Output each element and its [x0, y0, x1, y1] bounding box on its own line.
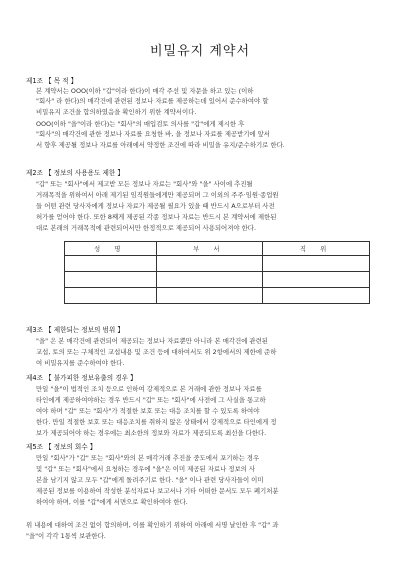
- table-header-position: 직 위: [263, 242, 370, 256]
- table-header-department: 부 서: [156, 242, 263, 256]
- closing-line: 위 내용에 대하여 조건 없이 합의하며, 이를 확인하기 위하여 아래에 서명 날인한 후 "갑" 과: [26, 521, 279, 529]
- closing-line: "을"이 각각 1통씩 보관한다.: [26, 532, 106, 540]
- section-2-line: 들 어떤 관련 당사자에게 정보나 자료가 제공될 필요가 있을 때 반드시 A으로부터 사전: [36, 202, 275, 210]
- table-cell: [65, 288, 157, 304]
- section-1-line: 본 계약서는 OOO(이하 "갑"이라 한다)이 매각 주선 및 자문을 하고 있는 (이하: [36, 87, 254, 95]
- section-5-line: 만일 "회사"가 "갑" 또는 "회사"와의 본 매각거래 추진을 중도에서 포기하는 경우: [36, 454, 260, 462]
- section-2-line: 허가를 얻어야 한다. 또한 8째게 제공된 각종 정보나 자료는 반드시 본 계약서에 제한된: [36, 213, 277, 221]
- section-1-line: "회사"의 매각건에 관한 정보나 자료를 요청한 바, 을 정보나 자료를 제공받기에 앞서: [36, 130, 270, 138]
- section-5-line: 하여야 하며, 이를 "갑"에게 서면으로 확인하여야 한다.: [36, 498, 188, 506]
- table-cell: [263, 272, 370, 288]
- section-4-heading: 제4조 【 불가피한 정보유출의 경우 】: [26, 374, 137, 382]
- section-2-heading: 제2조 【 정보의 사용용도 제한 】: [26, 169, 124, 177]
- section-5-line: 및 "갑" 또는 "회사"에서 요청하는 경우에 "을"은 이미 제공된 자료나 정보의 사: [36, 465, 256, 473]
- table-row: [65, 256, 370, 272]
- section-2-line: 거래목적을 위하여서 아래 제기된 임직원들에게만 제공되며 그 이외의 주주·임원·종업원: [36, 191, 279, 199]
- section-3-line: "을" 은 본 매각건에 관련되어 제공되는 정보나 자료뿐만 아니라 본 매각건에 관련된: [36, 337, 268, 345]
- section-2-line: "갑" 또는 "회사"에서 제고받 모든 정보나 자료는 "회사"와 "을" 사이에 추진될: [36, 180, 253, 188]
- section-4-line: 타인에게 제공하여야하는 경우 반드시 "갑" 또는 "회사"에 사전에 그 사실을 통고하: [36, 396, 266, 404]
- authorized-personnel-table: [64, 241, 370, 304]
- table-cell: [156, 256, 263, 272]
- section-5-heading: 제5조 【 정보의 회수 】: [26, 443, 97, 451]
- section-4-line: 여야 하며 "갑" 또는 "회사"가 적절한 보호 또는 대응 조치를 할 수 있도록 하여야: [36, 407, 260, 415]
- table-cell: [263, 288, 370, 304]
- table-row: [65, 288, 370, 304]
- table-cell: [156, 288, 263, 304]
- table-cell: [65, 272, 157, 288]
- table-cell: [156, 272, 263, 288]
- section-4-line: 만일 "을"이 법적인 조치 등으로 인하여 강제적으로 본 거래에 관한 정보나 자료를: [36, 385, 262, 393]
- table-row: [65, 272, 370, 288]
- section-3-heading: 제3조 【 제한되는 정보의 범위 】: [26, 326, 124, 334]
- section-3-line: 교섭, 토의 또는 구체적인 교섭내용 및 조건 등에 대하여서도 위 2항에서의 제한에 준하: [36, 348, 277, 356]
- section-1-line: OOO(이하 "을"이라 한다)는 "회사"의 매입검토 의사를 "갑"에게 제시한 후: [36, 120, 245, 128]
- section-2-line: 대로 본래의 거래목적에 관련되어서만 한정적으로 제공되어 사용되어져야 한다.: [36, 224, 256, 232]
- section-5-line: 제공된 정보를 이용하여 작성한 분석자료나 보고서나 기타 어떠한 문서도 모두 폐기처분: [36, 487, 279, 495]
- section-4-line: 보가 제공되어야 하는 경우에는 최소한의 정보와 자료가 제공되도록 최선을 다한다.: [36, 429, 267, 437]
- section-5-line: 본을 남기지 않고 모두 "갑"에게 돌려주기로 한다. "을" 이나 관련 당사자들이 이미: [36, 476, 264, 484]
- table-header-row: [65, 242, 370, 256]
- section-4-line: 한다. 만일 적절한 보호 또는 대응조치를 취하지 않은 상태에서 강제적으로 타인에게 정: [36, 418, 277, 426]
- table-cell: [65, 256, 157, 272]
- section-1-line: 서 향후 제공될 정보나 자료를 아래에서 약정한 조건에 따라 비밀을 유지/준수하기로 한다.: [36, 141, 285, 149]
- section-1-heading: 제1조 【 목 적 】: [26, 77, 78, 85]
- section-3-line: 여 비밀유지를 준수하여야 한다.: [36, 359, 125, 367]
- section-1-line: "회사" 라 한다)의 매각건에 관련된 정보나 자료를 제공하는데 있어서 준수하여야 할: [36, 97, 269, 105]
- document-title: 비밀유지 계약서: [149, 44, 251, 59]
- table-cell: [263, 256, 370, 272]
- table-header-name: 성 명: [65, 242, 157, 256]
- section-1-line: 비밀유지 조건을 합의하였음을 확인하기 위한 계약서이다.: [36, 108, 197, 116]
